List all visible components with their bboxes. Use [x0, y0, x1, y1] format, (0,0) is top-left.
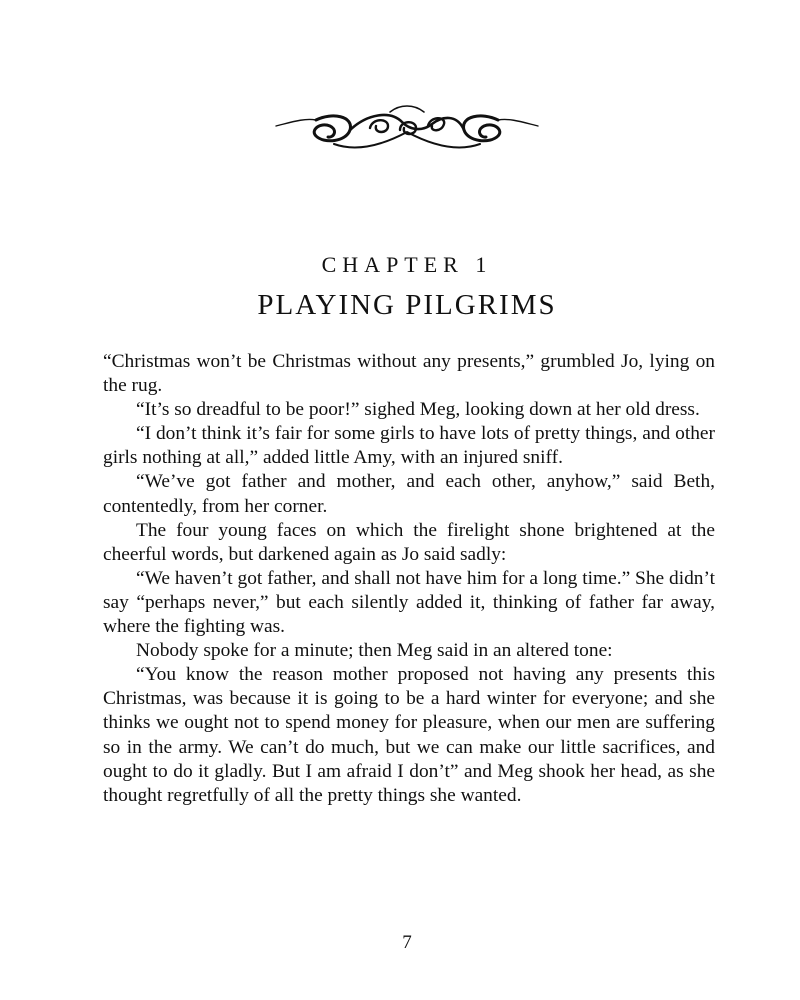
chapter-title: PLAYING PILGRIMS [257, 289, 557, 321]
paragraph: “It’s so dreadful to be poor!” sighed Meg, looking down at her old dress. [136, 399, 700, 421]
chapter-body [103, 350, 715, 808]
paragraph: “We’ve got father and mother, and each other, anyhow,” said Beth, contentedly, from her corner. [103, 471, 715, 517]
page-number: 7 [402, 932, 412, 953]
paragraph: “We haven’t got father, and shall not have him for a long time.” She didn’t say “perhaps never,” but each silently added it, thinking of father far away, where the fighting was. [103, 567, 715, 638]
paragraph: Nobody spoke for a minute; then Meg said in an altered tone: [136, 640, 613, 662]
flourish-ornament-icon [272, 92, 542, 162]
paragraph: “I don’t think it’s fair for some girls to have lots of pretty things, and other girls nothing at all,” added little Amy, with an injured sniff. [103, 423, 715, 469]
paragraph: The four young faces on which the firelight shone brightened at the cheerful words, but darkened again as Jo said sadly: [103, 519, 715, 565]
paragraph: “You know the reason mother proposed not having any presents this Christmas, was because it is going to be a hard winter for everyone; and she thinks we ought not to spend money for pleasure, when our men are suffering so in the army. We can’t do much, but we can make our little sacrifices, and ought to do it gladly. But I am afraid I don’t” and Meg shook her head, as she thought regretfully of all the pretty things she wanted. [103, 664, 715, 806]
chapter-number: CHAPTER 1 [321, 252, 493, 277]
paragraph: “Christmas won’t be Christmas without any presents,” grumbled Jo, lying on the rug. [103, 351, 715, 397]
